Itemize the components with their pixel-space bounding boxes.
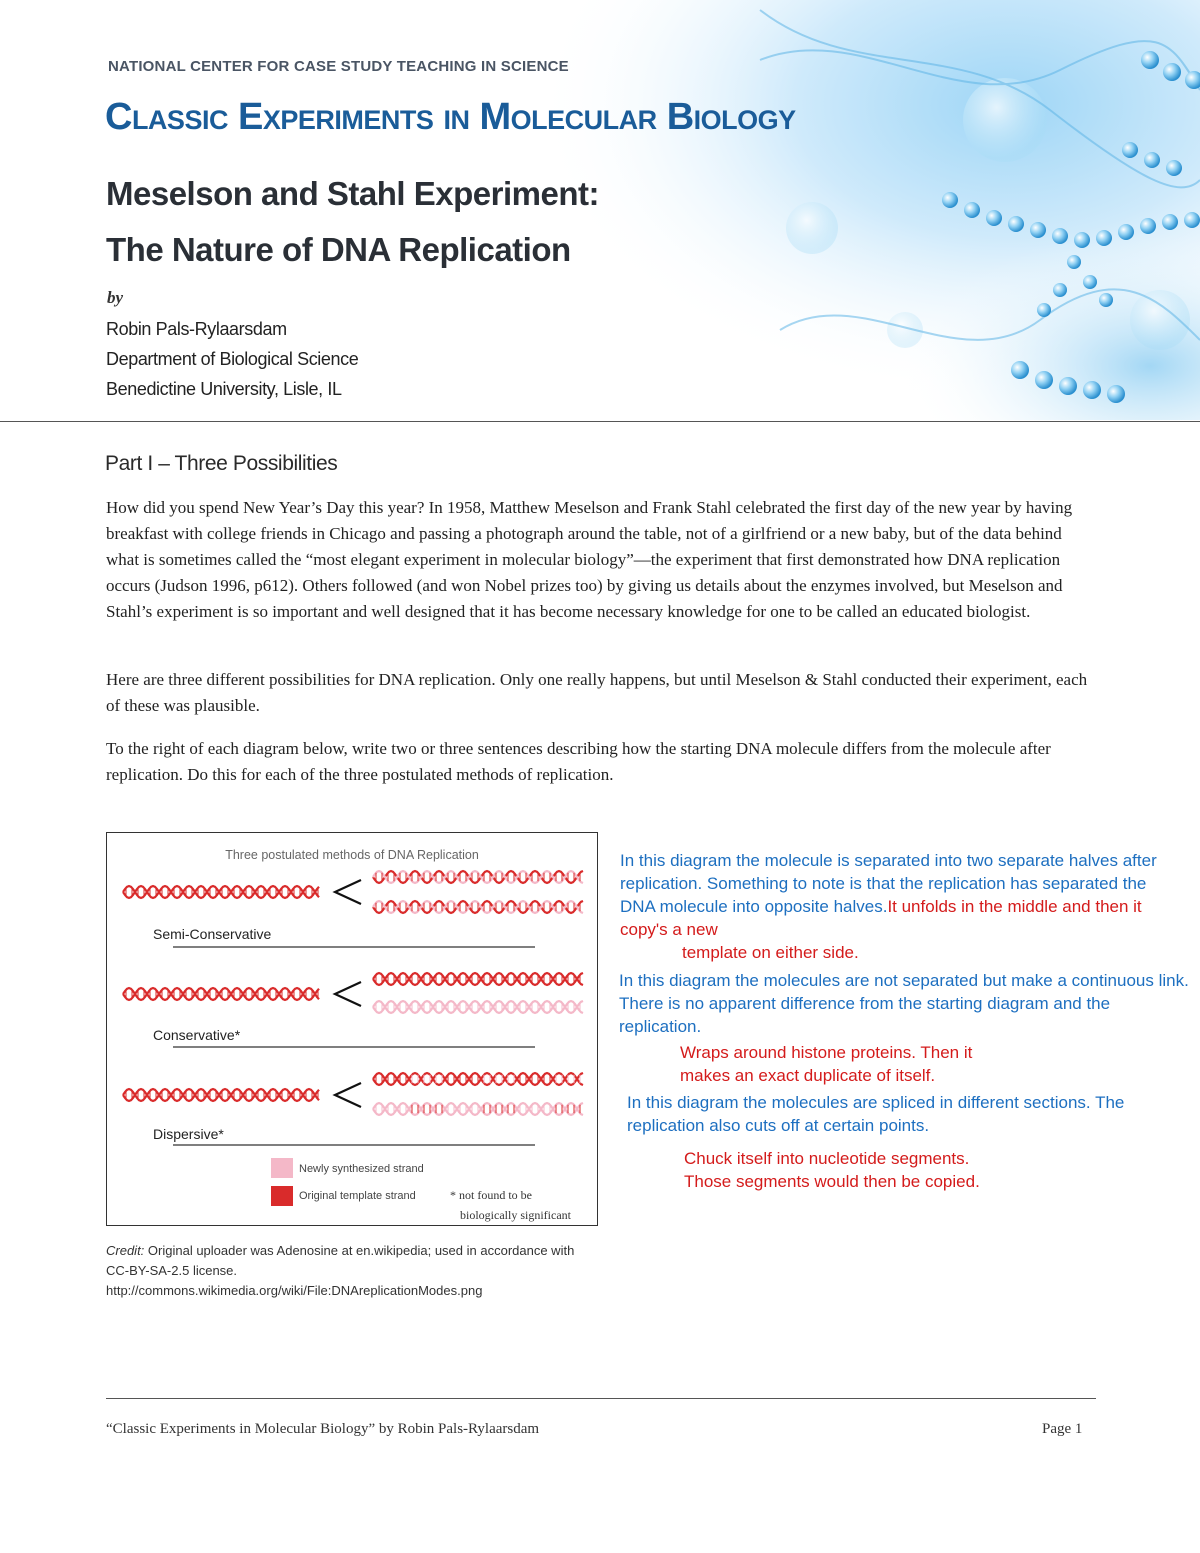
- answer-conservative: In this diagram the molecules are not separated but make a continuous link. There is no apparent difference from the starting diagram and the replication.: [619, 971, 1189, 1036]
- semi-daughter-helix-1: [373, 871, 583, 883]
- part-heading: Part I – Three Possibilities: [105, 452, 338, 475]
- answer-dispersive-red-line1: Chuck itself into nucleotide segments.: [684, 1149, 970, 1168]
- conservative-daughter-helix-2: [373, 1001, 583, 1013]
- credit-text: Original uploader was Adenosine at en.wikipedia; used in accordance with CC-BY-SA-2.5 license. http://commons.wikimedia.org/wiki/File:DNAreplicationModes.png: [106, 1243, 575, 1298]
- replication-figure: [106, 832, 598, 1226]
- author-department: Department of Biological Science: [106, 349, 359, 369]
- label-dispersive: Dispersive*: [153, 1126, 224, 1142]
- title-line-2: The Nature of DNA Replication: [106, 231, 571, 268]
- answer-conservative-red-line1: Wraps around histone proteins. Then it: [680, 1043, 973, 1062]
- conservative-arrow: [335, 982, 361, 1006]
- organization-name: NATIONAL CENTER FOR CASE STUDY TEACHING IN SCIENCE: [108, 58, 569, 75]
- dispersive-daughter-helix-2: [373, 1103, 583, 1115]
- answer-dispersive: In this diagram the molecules are spliced in different sections. The replication also cuts off at certain points.: [627, 1093, 1125, 1135]
- answer-conservative-red-line2: makes an exact duplicate of itself.: [680, 1066, 936, 1085]
- instructions-paragraph: To the right of each diagram below, write two or three sentences describing how the starting DNA molecule differs from the molecule after replication. Do this for each of the three postulated methods of replication.: [106, 739, 1051, 784]
- author-block: [106, 314, 358, 404]
- answer-semi-blue-text: In this diagram the molecule is separated into two separate halves after replication. Something to note is that the replication has separated the DNA molecule into opposite halves.: [620, 851, 1157, 916]
- author-institution: Benedictine University, Lisle, IL: [106, 379, 342, 399]
- footnote-line-2: biologically significant: [460, 1208, 571, 1222]
- dispersive-parent-helix: [123, 1089, 319, 1101]
- conservative-daughter-helix-1: [373, 973, 583, 985]
- footer-citation: “Classic Experiments in Molecular Biology” by Robin Pals-Rylaarsdam: [106, 1421, 540, 1437]
- footer-divider: [106, 1398, 1096, 1399]
- semi-parent-helix: [123, 886, 319, 898]
- page-number: Page 1: [1042, 1421, 1083, 1437]
- title-line-1: Meselson and Stahl Experiment:: [106, 175, 599, 212]
- header-divider: [0, 421, 1200, 422]
- dispersive-daughter-helix-1: [373, 1073, 583, 1085]
- conservative-parent-helix: [123, 988, 319, 1000]
- dispersive-arrow: [335, 1083, 361, 1107]
- helix-group: [123, 871, 583, 1115]
- credit-label: Credit:: [106, 1243, 145, 1258]
- intro-paragraph: How did you spend New Year’s Day this year? In 1958, Matthew Meselson and Frank Stahl celebrated the first day of the new year by having breakfast with college friends in Chicago and passing a photograph around the table, not of a girlfriend or a new baby, but of the data behind what is sometimes called the “most elegant experiment in molecular biology”—the experiment that first demonstrated how DNA replication occurs (Judson 1996, p612). Others followed (and won Nobel prizes too) by giving us details about the enzymes involved, but Meselson and Stahl’s experiment is so important and well designed that it has become necessary knowledge for one to be called an educated biologist.: [106, 498, 1073, 621]
- replication-diagram: [107, 833, 597, 1225]
- by-label: by: [107, 288, 124, 307]
- footnote-line-1: * not found to be: [450, 1188, 532, 1202]
- answer-dispersive-red-line2: Those segments would then be copied.: [684, 1172, 980, 1191]
- answer-conservative-red: [680, 1041, 1180, 1087]
- legend-new-label: Newly synthesized strand: [299, 1163, 424, 1175]
- figure-title: Three postulated methods of DNA Replication: [225, 848, 479, 862]
- series-title: Classic Experiments in Molecular Biology: [105, 96, 796, 138]
- author-name: Robin Pals-Rylaarsdam: [106, 319, 287, 339]
- answer-semi-red-inline: It unfolds in the middle and then it copy's a new: [620, 897, 1142, 939]
- legend-original-swatch: [271, 1186, 293, 1206]
- label-semi-conservative: Semi-Conservative: [153, 926, 272, 942]
- document-title: [106, 166, 599, 278]
- answer-semi-conservative: [620, 849, 1180, 941]
- legend-new-swatch: [271, 1158, 293, 1178]
- semi-arrow: [335, 880, 361, 904]
- semi-daughter-helix-2: [373, 901, 583, 913]
- figure-credit: [106, 1241, 586, 1301]
- answer-dispersive-red: [684, 1147, 1184, 1193]
- answer-semi-red-line2: template on either side.: [682, 943, 859, 962]
- possibilities-paragraph: Here are three different possibilities for DNA replication. Only one really happens, but until Meselson & Stahl conducted their experiment, each of these was plausible.: [106, 670, 1088, 715]
- label-conservative: Conservative*: [153, 1027, 241, 1043]
- legend-original-label: Original template strand: [299, 1190, 416, 1202]
